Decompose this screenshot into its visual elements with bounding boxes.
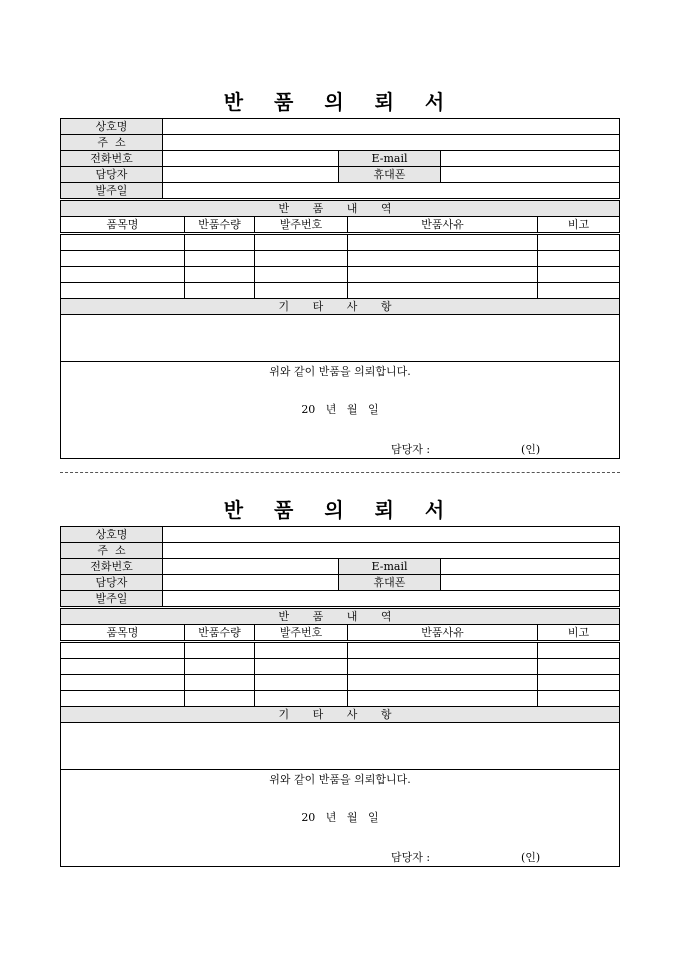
- col-return-qty: 반품수량: [185, 217, 255, 234]
- manager-field[interactable]: [163, 575, 339, 591]
- phone-label: 전화번호: [61, 559, 163, 575]
- col-remarks: 비고: [538, 625, 620, 642]
- declaration-box: [61, 362, 620, 459]
- manager-label: 담당자: [61, 167, 163, 183]
- order-date-label: 발주일: [61, 183, 163, 199]
- table-row[interactable]: [61, 691, 620, 707]
- etc-memo-field[interactable]: [61, 315, 620, 362]
- section-items-header: 반 품 내 역: [61, 201, 620, 217]
- items-table: [60, 608, 620, 867]
- address-label: 주 소: [61, 543, 163, 559]
- col-item-name: 품목명: [61, 625, 185, 642]
- table-row[interactable]: [61, 659, 620, 675]
- col-return-qty: 반품수량: [185, 625, 255, 642]
- phone-field[interactable]: [163, 151, 339, 167]
- address-field[interactable]: [163, 543, 620, 559]
- seal-label: (인): [521, 443, 541, 456]
- mobile-label: 휴대폰: [339, 167, 441, 183]
- table-row[interactable]: [61, 675, 620, 691]
- mobile-field[interactable]: [441, 575, 620, 591]
- mobile-label: 휴대폰: [339, 575, 441, 591]
- col-return-reason: 반품사유: [348, 625, 538, 642]
- etc-memo-field[interactable]: [61, 723, 620, 770]
- section-etc-header: 기 타 사 항: [61, 707, 620, 723]
- cut-line-divider: [60, 472, 620, 473]
- company-field[interactable]: [163, 119, 620, 135]
- info-table: [60, 526, 620, 607]
- col-remarks: 비고: [538, 217, 620, 234]
- manager-label: 담당자: [61, 575, 163, 591]
- col-order-no: 발주번호: [255, 625, 348, 642]
- date-line: 20 년 월 일: [301, 403, 379, 416]
- col-order-no: 발주번호: [255, 217, 348, 234]
- order-date-field[interactable]: [163, 183, 620, 199]
- declaration-text: 위와 같이 반품을 의뢰합니다.: [269, 365, 411, 378]
- seal-label: (인): [521, 851, 541, 864]
- order-date-field[interactable]: [163, 591, 620, 607]
- signer-label: 담당자 :: [391, 851, 431, 864]
- company-label: 상호명: [61, 119, 163, 135]
- items-table: [60, 200, 620, 459]
- info-table: [60, 118, 620, 199]
- date-line: 20 년 월 일: [301, 811, 379, 824]
- phone-label: 전화번호: [61, 151, 163, 167]
- col-item-name: 품목명: [61, 217, 185, 234]
- manager-field[interactable]: [163, 167, 339, 183]
- company-field[interactable]: [163, 527, 620, 543]
- form-title: 반 품 의 뢰 서: [223, 90, 457, 114]
- signer-label: 담당자 :: [391, 443, 431, 456]
- table-row[interactable]: [61, 642, 620, 659]
- section-etc-header: 기 타 사 항: [61, 299, 620, 315]
- table-row[interactable]: [61, 267, 620, 283]
- col-return-reason: 반품사유: [348, 217, 538, 234]
- declaration-text: 위와 같이 반품을 의뢰합니다.: [269, 773, 411, 786]
- email-field[interactable]: [441, 559, 620, 575]
- address-field[interactable]: [163, 135, 620, 151]
- phone-field[interactable]: [163, 559, 339, 575]
- table-row[interactable]: [61, 251, 620, 267]
- email-field[interactable]: [441, 151, 620, 167]
- table-row[interactable]: [61, 283, 620, 299]
- email-label: E-mail: [339, 151, 441, 167]
- mobile-field[interactable]: [441, 167, 620, 183]
- table-row[interactable]: [61, 234, 620, 251]
- company-label: 상호명: [61, 527, 163, 543]
- address-label: 주 소: [61, 135, 163, 151]
- form-title: 반 품 의 뢰 서: [223, 498, 457, 522]
- order-date-label: 발주일: [61, 591, 163, 607]
- declaration-box: [61, 770, 620, 867]
- section-items-header: 반 품 내 역: [61, 609, 620, 625]
- email-label: E-mail: [339, 559, 441, 575]
